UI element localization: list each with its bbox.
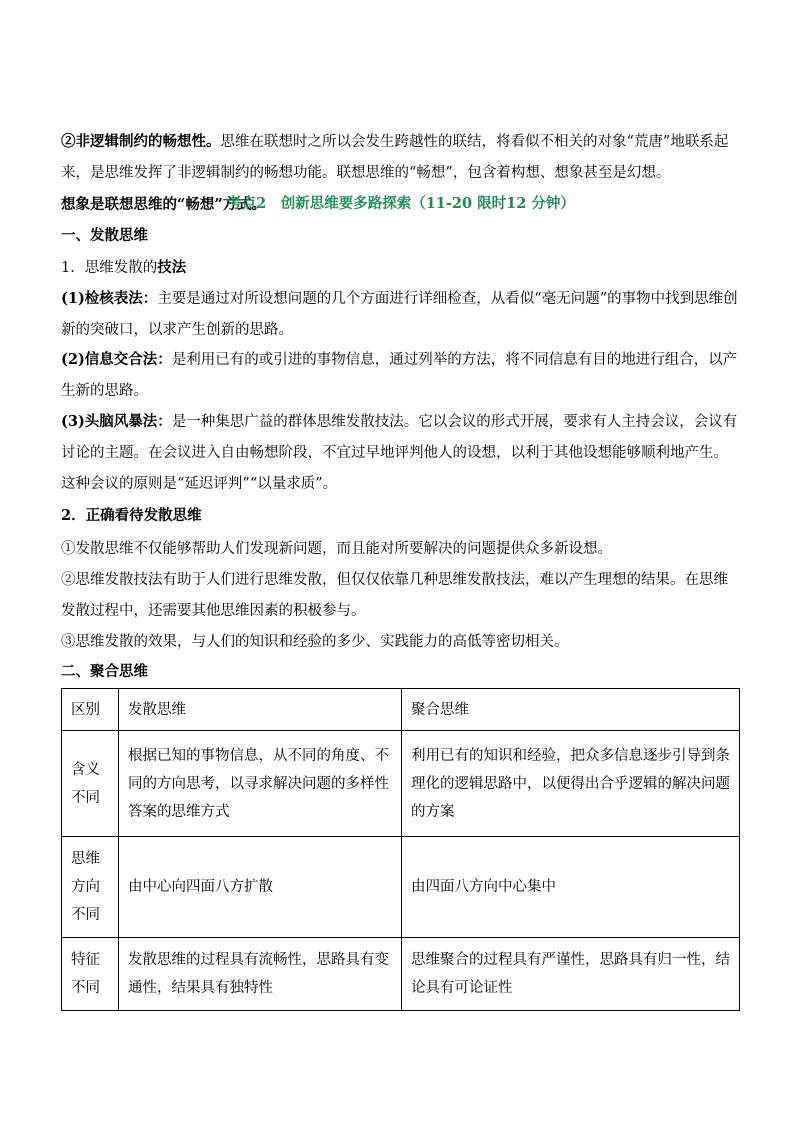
table-cell-divergent: 发散思维的过程具有流畅性，思路具有变通性，结果具有独特性 bbox=[119, 938, 402, 1011]
point-3: ③思维发散的效果，与人们的知识和经验的多少、实践能力的高低等密切相关。 bbox=[61, 634, 569, 650]
method-item-1 bbox=[61, 283, 741, 346]
intro-bold-tail: 想象是联想思维的“畅想”方式。 bbox=[61, 196, 267, 213]
method-item-2 bbox=[61, 344, 741, 407]
table-row bbox=[62, 731, 740, 837]
table-row bbox=[62, 938, 740, 1011]
table-row bbox=[62, 837, 740, 938]
section-title: 考点2 创新思维要多路探索（11-20 限时12 分钟） bbox=[227, 195, 575, 212]
table-header-cell: 区别 bbox=[62, 689, 119, 731]
table-cell-convergent: 由四面八方向中心集中 bbox=[402, 837, 740, 938]
comparison-table bbox=[61, 688, 740, 1011]
table-cell-convergent: 思维聚合的过程具有严谨性，思路具有归一性，结论具有可论证性 bbox=[402, 938, 740, 1011]
point-2: ②思维发散技法有助于人们进行思维发散，但仅仅依靠几种思维发散技法，难以产生理想的结果。在思维发散过程中，还需要其他思维因素的积极参与。 bbox=[61, 572, 728, 619]
table-cell-convergent: 利用已有的知识和经验，把众多信息逐步引导到条理化的逻辑思路中，以便得出合乎逻辑的解决问题的方案 bbox=[402, 731, 740, 837]
method-item-2-text: 是利用已有的或引进的事物信息，通过列举的方法，将不同信息有目的地进行组合，以产生新的思路。 bbox=[61, 352, 738, 399]
table-header-cell: 发散思维 bbox=[119, 689, 402, 731]
table-row-label: 含义 不同 bbox=[62, 731, 119, 837]
intro-bold-lead: ②非逻辑制约的畅想性。 bbox=[61, 133, 221, 150]
method-item-1-label: (1)检核表法： bbox=[61, 290, 158, 307]
table-row-label: 思维 方向 不同 bbox=[62, 837, 119, 938]
part1-heading: 一、发散思维 bbox=[61, 227, 148, 244]
table-row-label: 特征 不同 bbox=[62, 938, 119, 1011]
method-item-3-label: (3)头脑风暴法： bbox=[61, 413, 172, 430]
part1-sub1-bold: 技法 bbox=[157, 259, 187, 276]
intro-text: 思维在联想时之所以会发生跨越性的联结，将看似不相关的对象“荒唐”地联系起来，是思维发挥了非逻辑制约的畅想功能。联想思维的“畅想”，包含着构想、想象甚至是幻想。 bbox=[61, 134, 729, 181]
table-header-cell: 聚合思维 bbox=[402, 689, 740, 731]
table-header-row bbox=[62, 689, 740, 731]
table-cell-divergent: 由中心向四面八方扩散 bbox=[119, 837, 402, 938]
part2-heading: 二、聚合思维 bbox=[61, 663, 148, 680]
point-1: ①发散思维不仅能够帮助人们发现新问题，而且能对所要解决的问题提供众多新设想。 bbox=[61, 541, 612, 557]
table-cell-divergent: 根据已知的事物信息，从不同的角度、不同的方向思考，以寻求解决问题的多样性答案的思维方式 bbox=[119, 731, 402, 837]
method-item-3 bbox=[61, 406, 741, 500]
part1-sub2: 2．正确看待发散思维 bbox=[61, 507, 202, 524]
part1-sub1 bbox=[61, 254, 186, 282]
part1-sub1-prefix: 1．思维发散的 bbox=[61, 260, 158, 276]
method-item-1-text: 主要是通过对所设想问题的几个方面进行详细检查，从看似“毫无问题”的事物中找到思维创新的突破口，以求产生创新的思路。 bbox=[61, 291, 738, 338]
method-item-3-text: 是一种集思广益的群体思维发散技法。它以会议的形式开展，要求有人主持会议，会议有讨论的主题。在会议进入自由畅想阶段，不宜过早地评判他人的设想，以利于其他设想能够顺利地产生。这种会议的原则是“延迟评判”“以量求质”。 bbox=[61, 414, 738, 492]
method-item-2-label: (2)信息交合法： bbox=[61, 351, 172, 368]
